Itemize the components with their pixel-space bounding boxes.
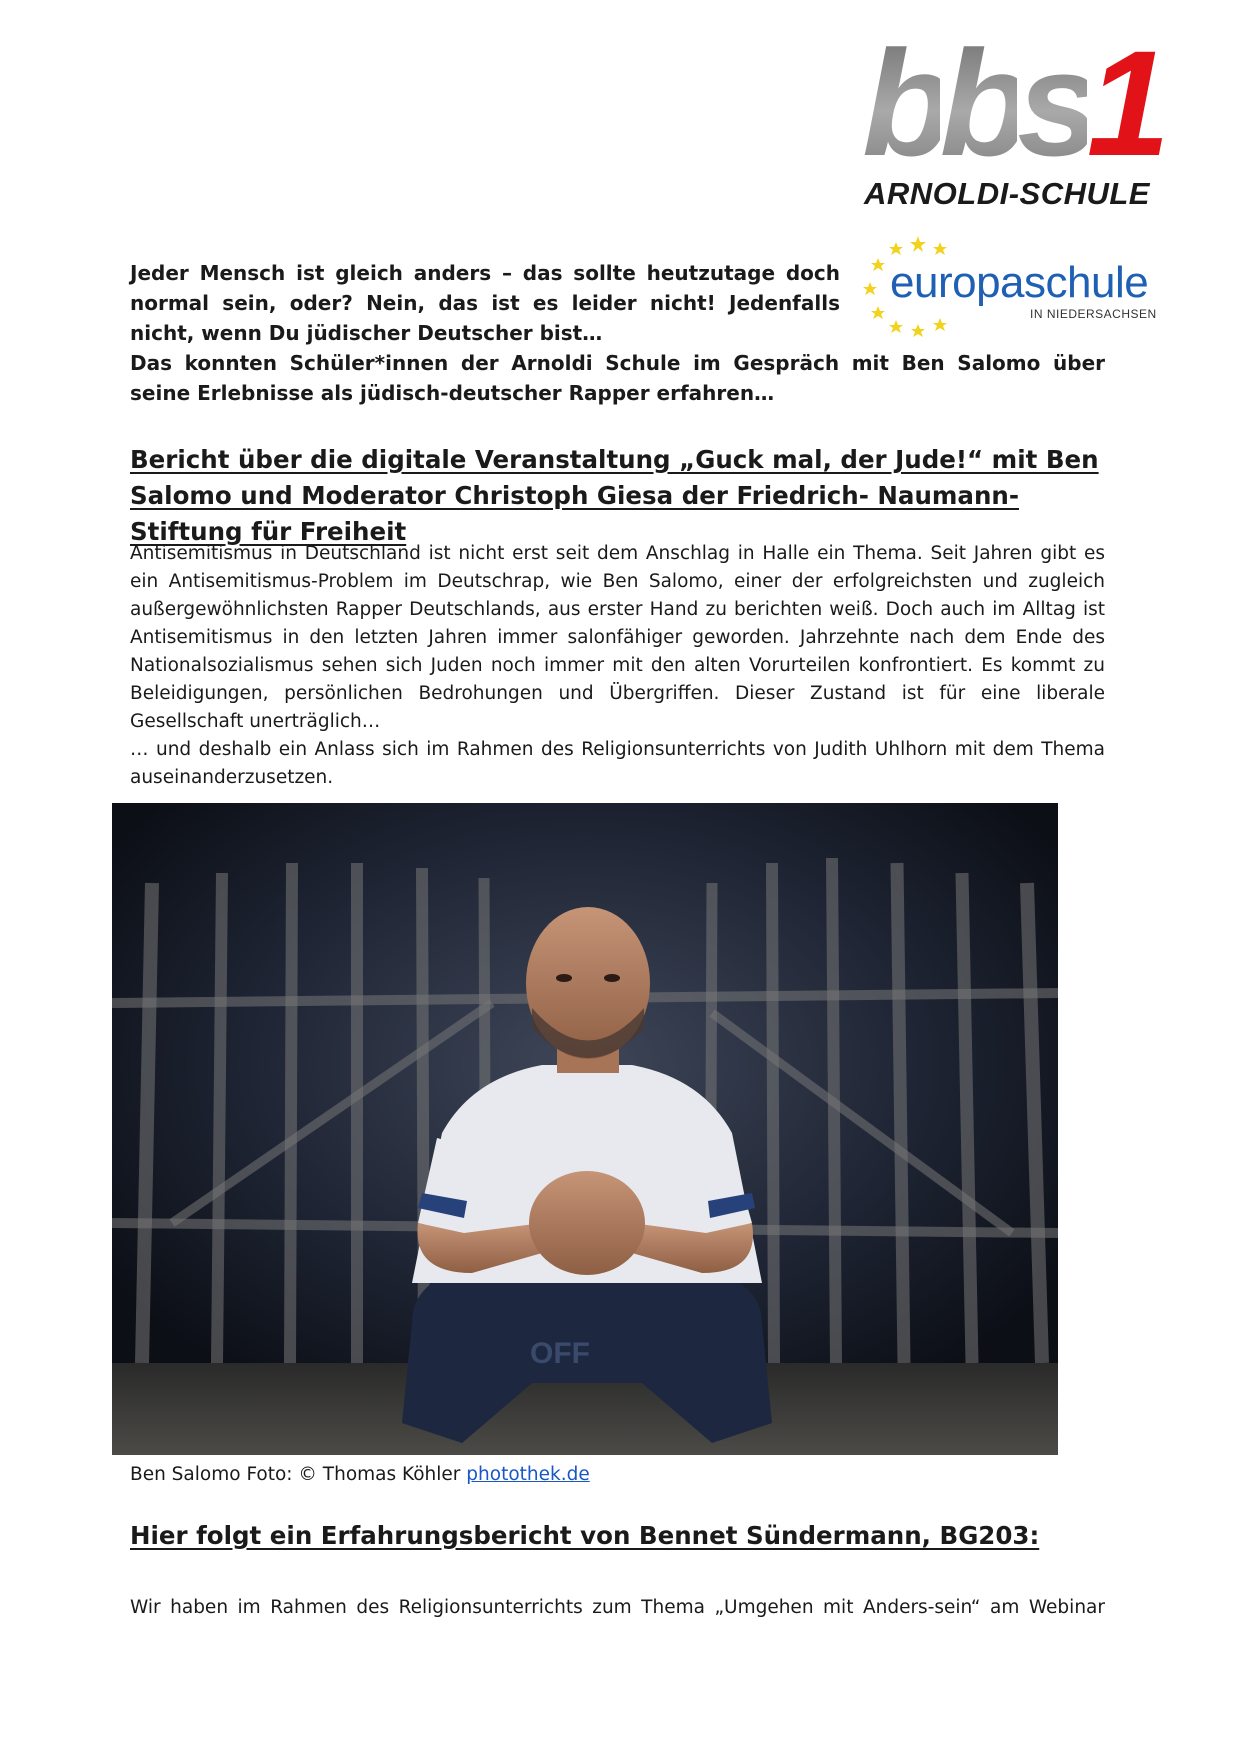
bbs1-logo-mark: bbs1 <box>862 19 1157 187</box>
photo-caption <box>130 1461 590 1489</box>
bbs1-logo-subtitle: ARNOLDI-SCHULE <box>864 176 1150 211</box>
ben-salomo-photo-illustration <box>112 803 1058 1455</box>
experience-report-heading: Hier folgt ein Erfahrungsbericht von Bennet Sündermann, BG203: <box>130 1521 1040 1550</box>
shirt-print: OFF <box>530 1337 590 1370</box>
europaschule-wordmark: europaschule <box>890 258 1149 307</box>
photothek-link[interactable]: photothek.de <box>466 1464 590 1485</box>
body-paragraph-2: … und deshalb ein Anlass sich im Rahmen des Religionsunterrichts von Judith Uhlhorn mit dem Thema auseinanderzusetzen. <box>130 739 1105 788</box>
intro-text <box>130 258 1105 408</box>
europaschule-region: IN NIEDERSACHSEN <box>1030 307 1157 321</box>
ben-salomo-photo <box>112 803 1058 1455</box>
intro-line-1: Jeder Mensch ist gleich anders – das sollte heutzutage doch normal sein, oder? Nein, das ist es leider nicht! Jedenfalls nicht, wenn Du jüdischer Deutscher bist… <box>130 261 840 345</box>
body-paragraph-1: Antisemitismus in Deutschland ist nicht erst seit dem Anschlag in Halle ein Thema. Seit Jahren gibt es ein Antisemitismus-Problem im Deutschrap, wie Ben Salomo, einer der erfolgreichsten und zugleich außergewöhnlichsten Rapper Deutschlands, aus erster Hand zu berichten weiß. Doch auch im Alltag ist Antisemitismus in den letzten Jahren immer salonfähiger geworden. Jahrzehnte nach dem Ende des Nationalsozialismus sehen sich Juden noch immer mit den alten Vorurteilen konfrontiert. Es kommt zu Beleidigungen, persönlichen Bedrohungen und Übergriffen. Dieser Zustand ist für eine liberale Gesellschaft unerträglich… <box>130 543 1105 732</box>
experience-report-text: Wir haben im Rahmen des Religionsunterrichts zum Thema „Umgehen mit Anders-sein“ am Webinar <box>130 1597 1105 1618</box>
intro-line-2: Das konnten Schüler*innen der Arnoldi Schule im Gespräch mit Ben Salomo über seine Erlebnisse als jüdisch-deutscher Rapper erfahren… <box>130 351 1105 405</box>
report-body <box>130 540 1105 792</box>
photo-caption-text: Ben Salomo Foto: © Thomas Köhler <box>130 1464 467 1485</box>
report-heading: Bericht über die digitale Veranstaltung „Guck mal, der Jude!“ mit Ben Salomo und Moderator Christoph Giesa der Friedrich- Naumann-Stiftung für Freiheit <box>130 445 1099 546</box>
bbs1-logo <box>862 19 1172 214</box>
